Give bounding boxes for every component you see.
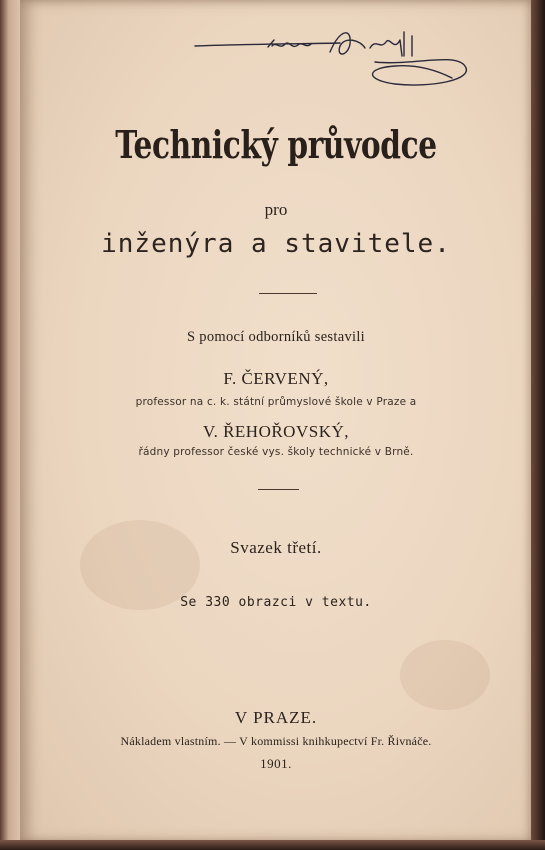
divider-rule bbox=[258, 489, 299, 490]
author-name-1: F. ČERVENÝ, bbox=[223, 369, 329, 388]
book-subtitle: inženýra a stavitele. bbox=[101, 229, 451, 259]
book-title: Technický průvodce bbox=[115, 122, 437, 167]
imprint-publisher: Nákladem vlastním. — V kommissi knihkupectví Fr. Řivnáče. bbox=[120, 734, 432, 748]
figures-note: Se 330 obrazci v textu. bbox=[180, 595, 372, 610]
handwritten-signature bbox=[190, 22, 490, 97]
imprint-year: 1901. bbox=[260, 756, 292, 771]
binding-edge bbox=[0, 0, 22, 850]
divider-rule bbox=[259, 293, 317, 294]
author-name-2: V. ŘEHOŘOVSKÝ, bbox=[202, 422, 349, 441]
title-conjunction: pro bbox=[264, 200, 288, 219]
page-stain bbox=[400, 640, 490, 710]
author-role-1: professor na c. k. státní průmyslové škole v Praze a bbox=[135, 396, 417, 408]
volume-label: Svazek třetí. bbox=[230, 538, 322, 557]
author-role-2: řádny professor české vys. školy technické v Brně. bbox=[138, 446, 414, 458]
bottom-page-edge bbox=[0, 840, 545, 850]
compiled-by-line: S pomocí odborníků sestavili bbox=[187, 329, 365, 345]
right-page-edge bbox=[531, 0, 545, 850]
imprint-city: V PRAZE. bbox=[234, 708, 318, 727]
